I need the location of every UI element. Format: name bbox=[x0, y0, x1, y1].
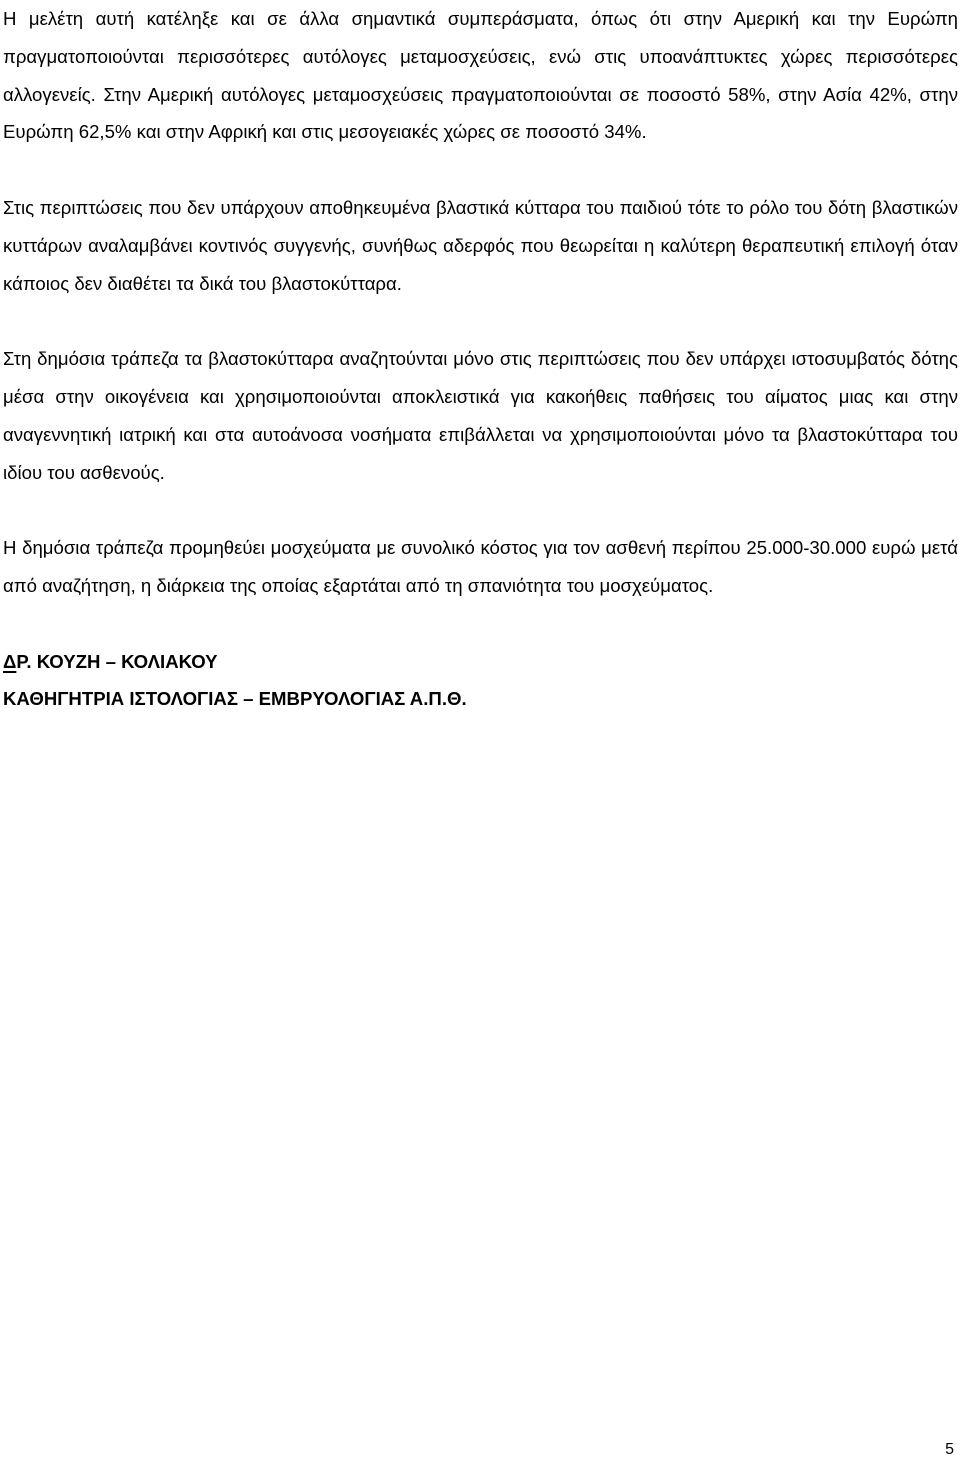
author-position: ΚΑΘΗΓΗΤΡΙΑ ΙΣΤΟΛΟΓΙΑΣ – ΕΜΒΡΥΟΛΟΓΙΑΣ Α.Π.Θ. bbox=[3, 688, 467, 710]
author-name bbox=[3, 643, 958, 681]
document-body bbox=[3, 0, 958, 718]
paragraph-graft-cost: Η δημόσια τράπεζα προμηθεύει μοσχεύματα με συνολικό κόστος για τον ασθενή περίπου 25.000-30.000 ευρώ μετά από αναζήτηση, η διάρκεια της οποίας εξαρτάται από τη σπανιότητα του μοσχεύματος. bbox=[3, 537, 958, 596]
paragraph-study-conclusions: Η μελέτη αυτή κατέληξε και σε άλλα σημαντικά συμπεράσματα, όπως ότι στην Αμερική και την Ευρώπη πραγματοποιούνται περισσότερες αυτόλογες μεταμοσχεύσεις, ενώ στις υποανάπτυκτες χώρες περισσότερες αλλογενείς. Στην Αμερική αυτόλογες μεταμοσχεύσεις πραγματοποιούνται σε ποσοστό 58%, στην Ασία 42%, στην Ευρώπη 62,5% και στην Αφρική και στις μεσογειακές χώρες σε ποσοστό 34%. bbox=[3, 8, 958, 143]
paragraph-gap bbox=[3, 605, 958, 643]
paragraph-gap bbox=[3, 302, 958, 340]
paragraph-public-bank: Στη δημόσια τράπεζα τα βλαστοκύτταρα αναζητούνται μόνο στις περιπτώσεις που δεν υπάρχει ιστοσυμβατός δότης μέσα στην οικογένεια και χρησιμοποιούνται αποκλειστικά για κακοήθεις παθήσεις του αίματος μιας και στην αναγεννητική ιατρική και στα αυτοάνοσα νοσήματα επιβάλλεται να χρησιμοποιούνται μόνο τα βλαστοκύτταρα του ιδίου του ασθενούς. bbox=[3, 348, 958, 483]
paragraph-gap bbox=[3, 151, 958, 189]
page-number: 5 bbox=[945, 1441, 954, 1458]
author-name-rest: Ρ. ΚΟΥΖΗ – ΚΟΛΙΑΚΟΥ bbox=[16, 650, 218, 672]
paragraph-gap bbox=[3, 491, 958, 529]
paragraph-related-donor: Στις περιπτώσεις που δεν υπάρχουν αποθηκευμένα βλαστικά κύτταρα του παιδιού τότε το ρόλο του δότη βλαστικών κυττάρων αναλαμβάνει κοντινός συγγενής, συνήθως αδερφός που θεωρείται η καλύτερη θεραπευτική επιλογή όταν κάποιος δεν διαθέτει τα δικά του βλαστοκύτταρα. bbox=[3, 196, 958, 294]
author-initial: Δ bbox=[3, 650, 17, 672]
